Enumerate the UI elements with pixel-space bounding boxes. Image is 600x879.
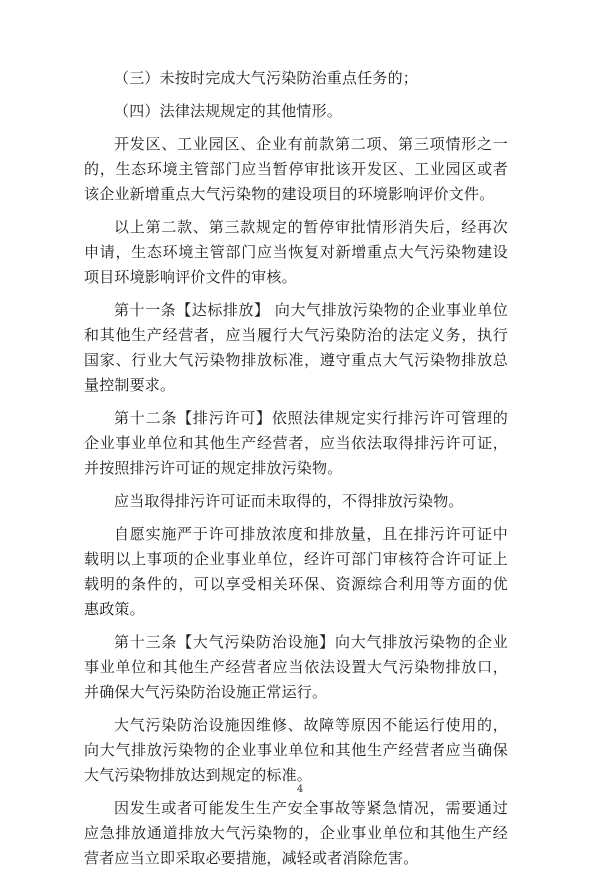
paragraph-no-permit: 应当取得排污许可证而未取得的，不得排放污染物。 [114, 492, 464, 510]
article-12-discharge-permit: 第十二条【排污许可】依照法律规定实行排污许可管理的企业事业单位和其他生产经营者，应当依法取得排污许可证，并按照排污许可证的规定排放污染物。 [84, 409, 508, 477]
paragraph-voluntary-stricter: 自愿实施严于许可排放浓度和排放量，且在排污许可证中载明以上事项的企业事业单位，经许可部门审核符合许可证上载明的条件的，可以享受相关环保、资源综合利用等方面的优惠政策。 [84, 525, 508, 618]
paragraph-facility-maintenance: 大气污染防治设施因维修、故障等原因不能运行使用的，向大气排放污染物的企业事业单位和其他生产经营者应当确保大气污染物排放达到规定的标准。 [84, 716, 508, 784]
paragraph-devzone-suspension: 开发区、工业园区、企业有前款第二项、第三项情形之一的，生态环境主管部门应当暂停审批该开发区、工业园区或者该企业新增重点大气污染物的建设项目的环境影响评价文件。 [84, 135, 508, 203]
paragraph-item-3: （三）未按时完成大气污染防治重点任务的； [114, 69, 419, 87]
paragraph-emergency-discharge: 因发生或者可能发生生产安全事故等紧急情况，需要通过应急排放通道排放大气污染物的，企业事业单位和其他生产经营者应当立即采取必要措施，减轻或者消除危害。 [84, 799, 508, 867]
paragraph-item-4: （四）法律法规规定的其他情形。 [114, 102, 343, 120]
document-body [84, 66, 508, 879]
page-number: 4 [296, 784, 304, 795]
article-11-compliant-emission: 第十一条【达标排放】 向大气排放污染物的企业事业单位和其他生产经营者，应当履行大气污染防治的法定义务，执行国家、行业大气污染物排放标准，遵守重点大气污染物排放总量控制要求。 [84, 301, 508, 394]
article-13-control-facilities: 第十三条【大气污染防治设施】向大气排放污染物的企业事业单位和其他生产经营者应当依法设置大气污染物排放口，并确保大气污染防治设施正常运行。 [84, 633, 508, 701]
paragraph-resume-review: 以上第二款、第三款规定的暂停审批情形消失后，经再次申请，生态环境主管部门应当恢复对新增重点大气污染物建设项目环境影响评价文件的审核。 [84, 218, 508, 286]
